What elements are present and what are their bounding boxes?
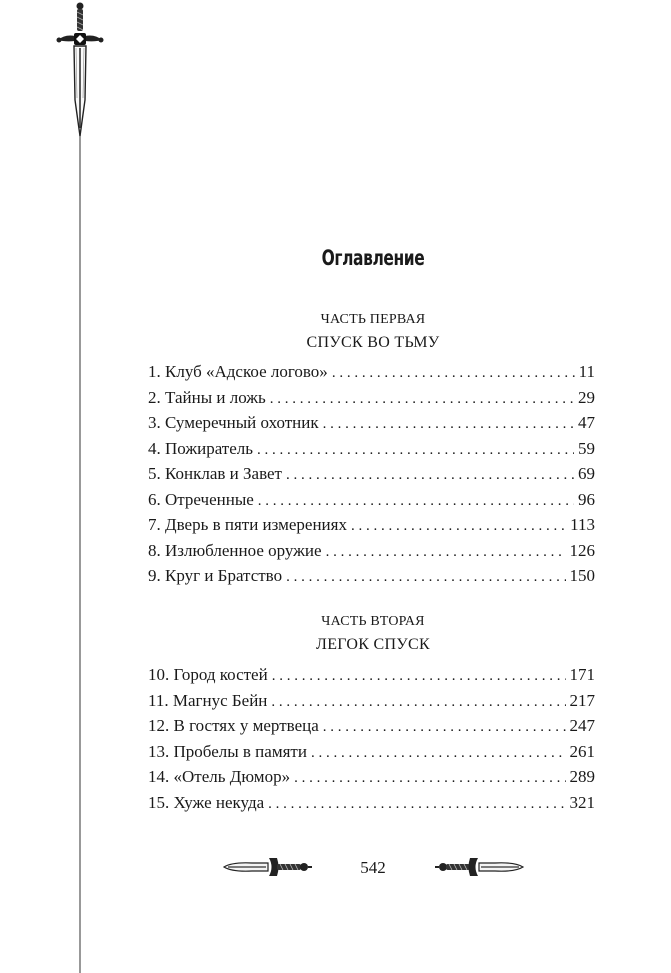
dot-leader — [294, 770, 565, 787]
part-one-label: ЧАСТЬ ПЕРВАЯ — [320, 312, 426, 327]
chapter-page: 29 — [578, 387, 595, 407]
chapter-page: 96 — [578, 489, 595, 509]
dot-leader — [270, 391, 574, 408]
toc-entry[interactable] — [148, 541, 595, 567]
chapter-page: 69 — [578, 464, 595, 483]
part-two-name: ЛЕГОК СПУСК — [316, 636, 430, 653]
toc-entry[interactable] — [148, 464, 595, 490]
toc-entry[interactable] — [148, 742, 595, 768]
dagger-right-icon — [433, 852, 525, 882]
chapter-title: 14. «Отель Дюмор» — [148, 767, 291, 786]
toc-entry[interactable] — [148, 515, 595, 541]
chapter-page: 126 — [569, 540, 595, 560]
chapter-page: 150 — [569, 566, 595, 585]
chapter-title: 7. Дверь в пяти измерениях — [148, 515, 347, 534]
dot-leader — [271, 694, 565, 711]
part-one-name: СПУСК ВО ТЬМУ — [306, 334, 440, 351]
dot-leader — [257, 442, 574, 459]
toc-entry[interactable] — [148, 665, 595, 691]
page-number: 542 — [360, 858, 386, 877]
chapter-page: 289 — [569, 767, 595, 786]
chapter-page: 261 — [569, 741, 595, 761]
part-two-label: ЧАСТЬ ВТОРАЯ — [321, 614, 425, 629]
chapter-page: 247 — [569, 716, 595, 735]
chapter-page: 113 — [570, 515, 595, 534]
dot-leader — [311, 745, 566, 762]
chapter-title: 3. Сумеречный охотник — [148, 413, 319, 432]
chapter-title: 10. Город костей — [148, 665, 268, 684]
dot-leader — [286, 569, 565, 586]
chapter-title: 12. В гостях у мертвеца — [148, 716, 319, 735]
toc-list-part-one — [148, 362, 595, 592]
chapter-title: 15. Хуже некуда — [148, 792, 265, 812]
dot-leader — [326, 544, 566, 561]
toc-entry[interactable] — [148, 691, 595, 717]
chapter-title: 8. Излюбленное оружие — [148, 540, 322, 560]
page-footer — [0, 852, 671, 882]
toc-entry[interactable] — [148, 490, 595, 516]
chapter-title: 5. Конклав и Завет — [148, 464, 282, 483]
chapter-page: 47 — [578, 413, 595, 432]
dot-leader — [268, 796, 565, 813]
toc-title: Оглавление — [321, 246, 425, 270]
dot-leader — [332, 365, 575, 382]
chapter-page: 217 — [569, 690, 595, 710]
toc-list-part-two — [148, 665, 595, 818]
dot-leader — [272, 668, 566, 685]
toc-entry[interactable] — [148, 793, 595, 819]
toc-entry[interactable] — [148, 566, 595, 592]
chapter-title: 9. Круг и Братство — [148, 566, 283, 585]
chapter-title: 11. Магнус Бейн — [148, 690, 268, 710]
toc-entry[interactable] — [148, 362, 595, 388]
dot-leader — [286, 467, 574, 484]
sword-icon — [55, 0, 105, 973]
chapter-title: 1. Клуб «Адское логово» — [148, 362, 328, 381]
chapter-title: 6. Отреченные — [148, 489, 254, 509]
dot-leader — [323, 719, 566, 736]
chapter-title: 13. Пробелы в памяти — [148, 741, 307, 761]
toc-entry[interactable] — [148, 439, 595, 465]
chapter-title: 2. Тайны и ложь — [148, 387, 266, 407]
dot-leader — [258, 493, 574, 510]
chapter-page: 11 — [578, 362, 595, 381]
toc-entry[interactable] — [148, 716, 595, 742]
chapter-page: 171 — [569, 665, 595, 684]
chapter-page: 59 — [578, 438, 595, 458]
chapter-page: 321 — [569, 792, 595, 812]
toc-entry[interactable] — [148, 767, 595, 793]
dot-leader — [351, 518, 566, 535]
toc-entry[interactable] — [148, 388, 595, 414]
chapter-title: 4. Пожиратель — [148, 438, 254, 458]
dot-leader — [323, 416, 574, 433]
toc-entry[interactable] — [148, 413, 595, 439]
